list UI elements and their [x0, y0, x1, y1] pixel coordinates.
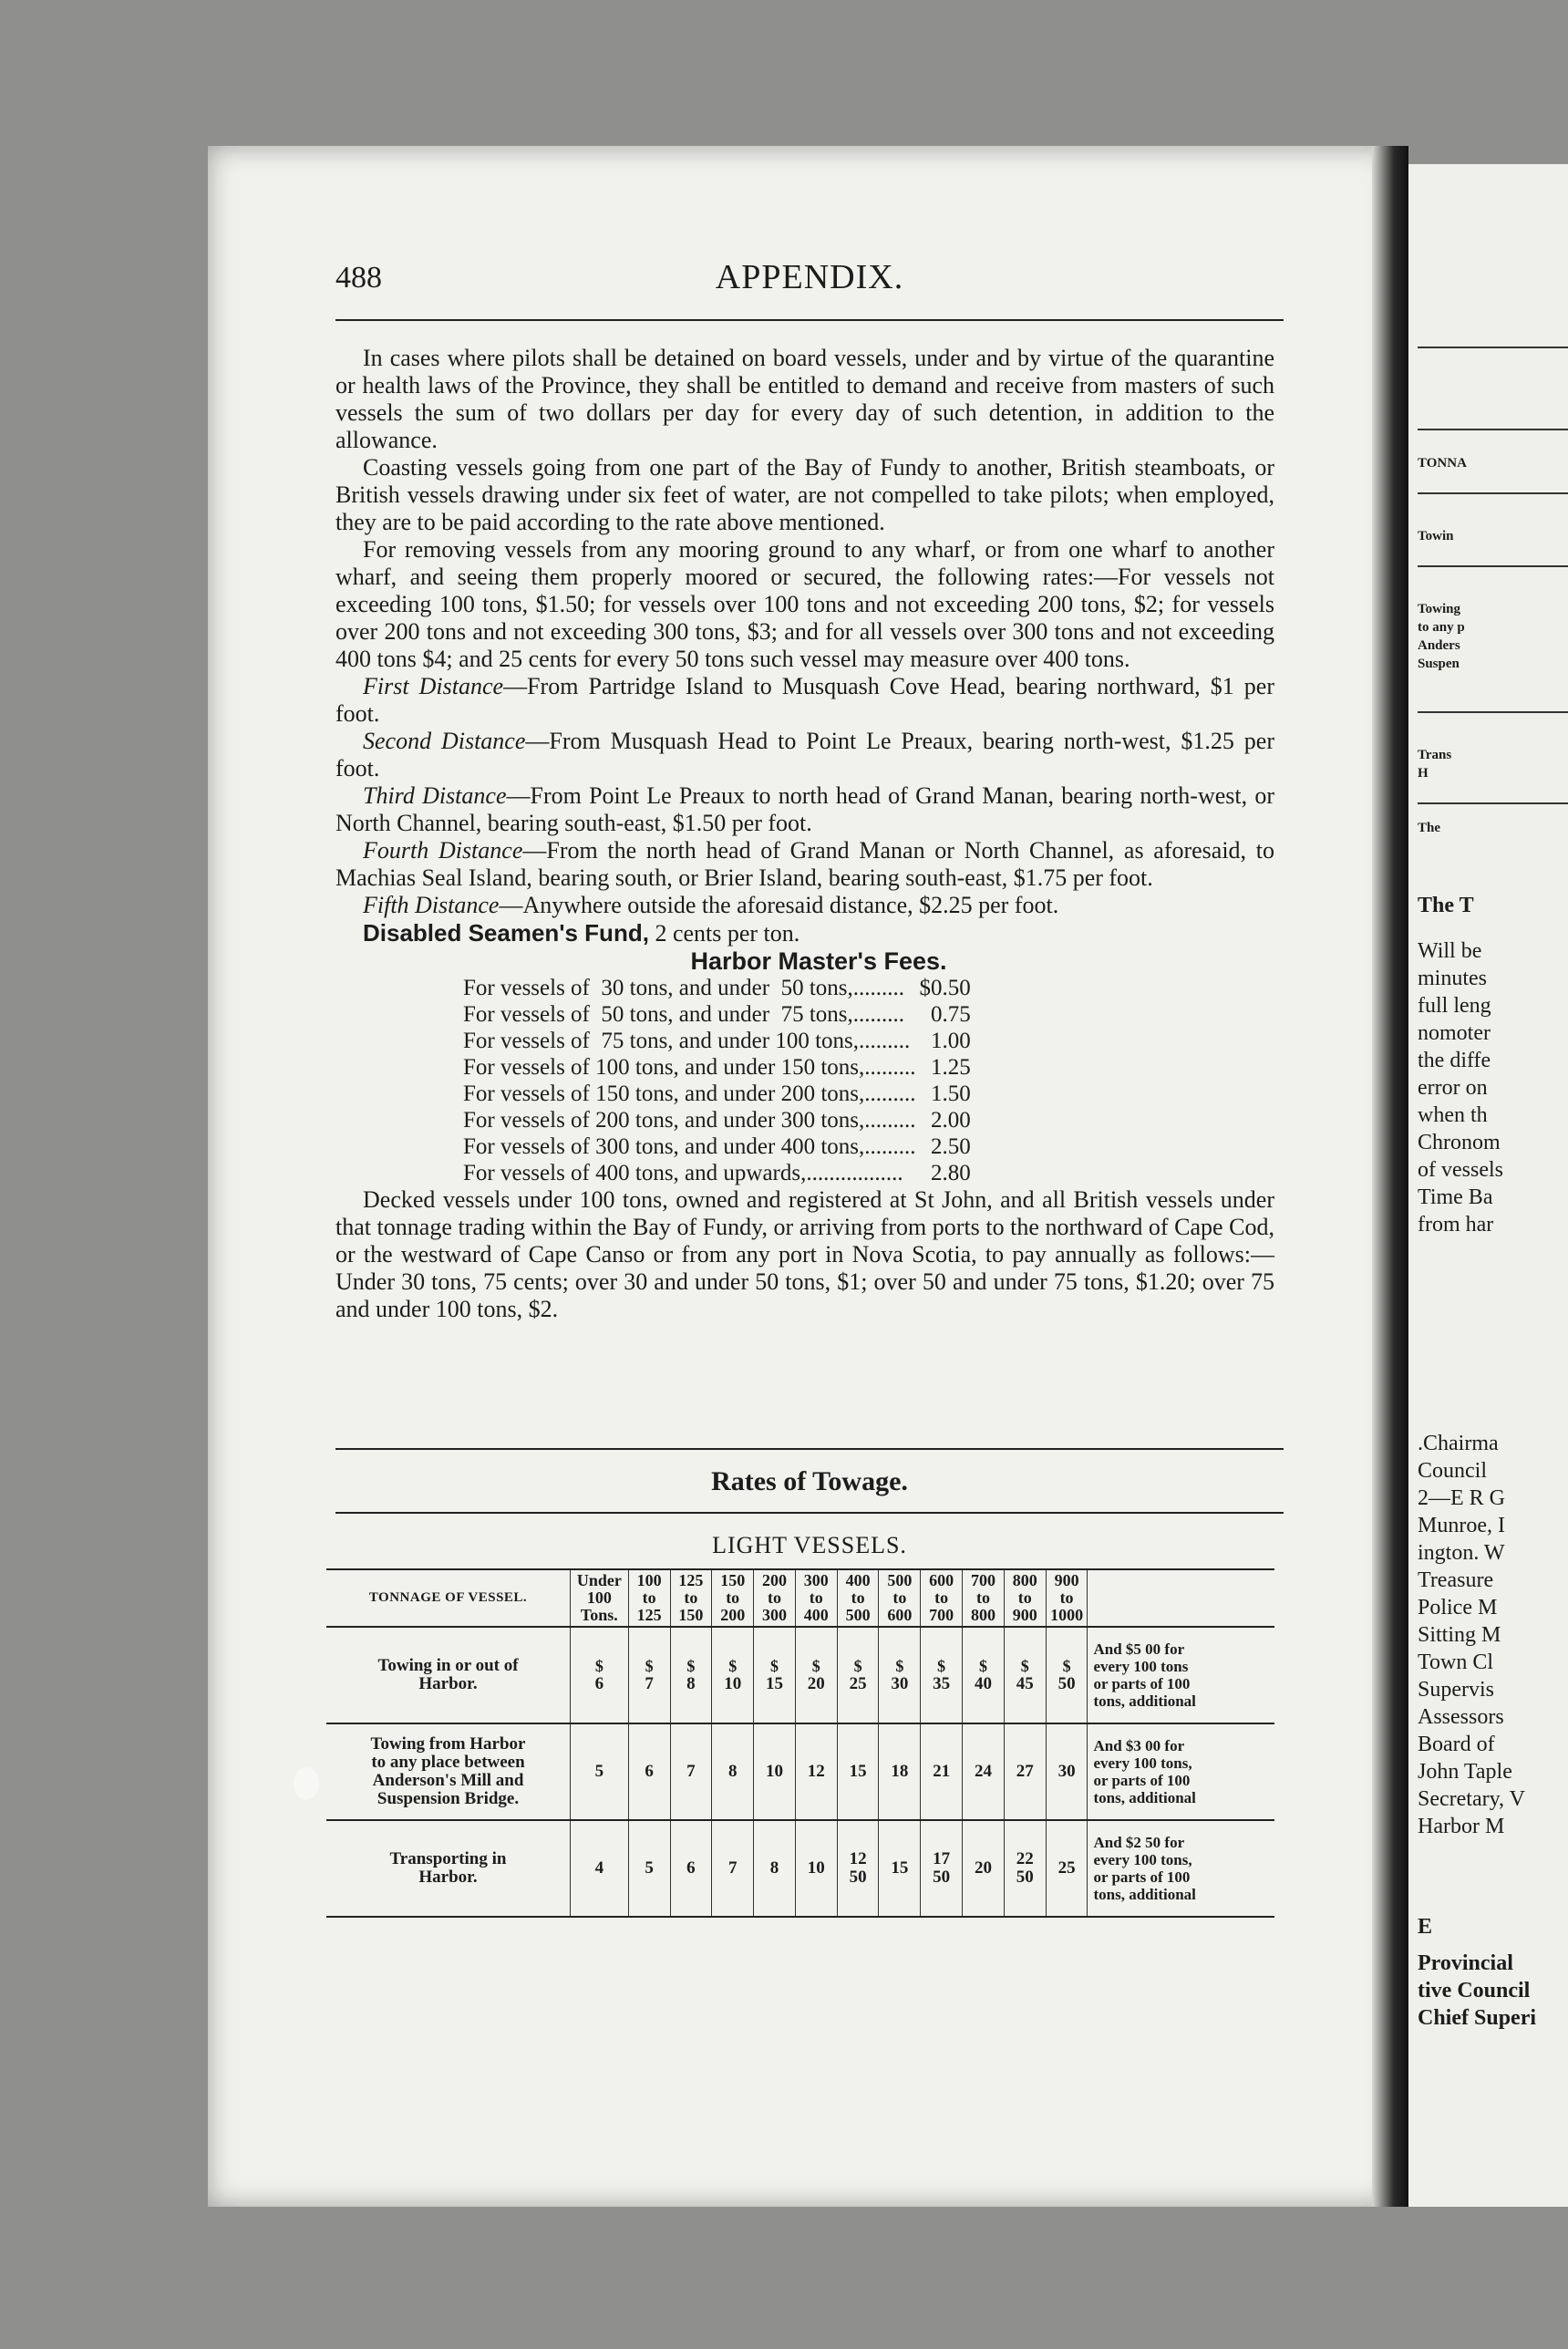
adjacent-page-line: 2—E R G — [1418, 1486, 1505, 1510]
row-label-line: Harbor. — [418, 1674, 478, 1693]
towage-additional-note — [1088, 1723, 1274, 1820]
seamens-fund: Disabled Seamen's Fund, 2 cents per ton. — [363, 919, 800, 947]
fee-description: For vessels of 50 tons, and under 75 tons,......... — [463, 1002, 904, 1027]
towage-rate-cell — [1004, 1627, 1046, 1723]
fee-amount: 1.25 — [931, 1055, 971, 1080]
paragraph-detention: In cases where pilots shall be detained on board vessels, under and by virtue of the quarantine or health laws of the Province, they shall be entitled to demand and receive from masters of such vessels the sum of two dollars per day for every day of such detention, in addition to the allowance. — [335, 345, 1274, 453]
towage-rate-value: 6 — [645, 1762, 654, 1781]
towage-rate-value: 30 — [891, 1674, 909, 1693]
adjacent-page-line: Chronom — [1418, 1131, 1501, 1154]
towage-rate-cell — [837, 1627, 879, 1723]
towage-top-rule — [335, 1448, 1284, 1450]
fee-description: For vessels of 400 tons, and upwards,................. — [463, 1161, 903, 1185]
tonnage-header-line: 700 — [970, 1571, 995, 1589]
towage-row-label — [326, 1723, 571, 1820]
currency-symbol: $ — [811, 1657, 820, 1675]
adjacent-page-line: full leng — [1418, 994, 1491, 1018]
towage-rate-value: 12 — [807, 1762, 825, 1781]
tonnage-column-header — [837, 1569, 879, 1627]
towage-rate-value: 7 — [686, 1762, 696, 1781]
tonnage-column-header — [712, 1569, 754, 1627]
distance-first: First Distance—From Partridge Island to Musquash Cove Head, bearing northward, $1 per foot. — [335, 673, 1274, 727]
towage-rate-value: 6 — [686, 1858, 696, 1878]
towage-rate-value: 7 — [727, 1858, 738, 1878]
towage-rate-value: 8 — [727, 1762, 738, 1781]
towage-rate-cell — [1004, 1820, 1046, 1917]
tonnage-header-line: 500 — [845, 1606, 871, 1624]
tonnage-column-header — [879, 1569, 921, 1627]
towage-rate-cell — [795, 1820, 837, 1917]
note-line: tons, additional — [1093, 1789, 1196, 1806]
harbor-fees-title: Harbor Master's Fees. — [690, 947, 947, 975]
fee-description: For vessels of 150 tons, and under 200 tons,......... — [463, 1081, 916, 1106]
note-line: every 100 tons, — [1093, 1754, 1192, 1772]
fee-description: For vessels of 200 tons, and under 300 tons,......... — [463, 1108, 916, 1133]
adjacent-page-line: Council — [1418, 1459, 1487, 1483]
adjacent-page-line: Secretary, V — [1418, 1787, 1525, 1811]
tonnage-header-line: 700 — [929, 1606, 954, 1624]
currency-symbol: $ — [937, 1657, 946, 1675]
tonnage-header-line: to — [642, 1588, 656, 1607]
currency-symbol: $ — [769, 1657, 779, 1675]
towage-rate-value: 25 — [849, 1674, 867, 1693]
adjacent-page-line: the diffe — [1418, 1049, 1491, 1072]
tonnage-header-line: to — [892, 1588, 907, 1607]
adjacent-page-line: ington. W — [1418, 1541, 1505, 1565]
adjacent-page-fragment: The — [1418, 821, 1441, 835]
tonnage-header-line: 800 — [970, 1606, 995, 1624]
tonnage-column-header — [571, 1569, 629, 1627]
towage-rate-cell — [795, 1627, 837, 1723]
towage-rate-value: 25 — [1057, 1858, 1076, 1878]
tonnage-header-line: 100 — [636, 1571, 662, 1589]
towage-rate-value: 35 — [933, 1674, 951, 1693]
adjacent-page-line: Provincial — [1418, 1951, 1513, 1975]
towage-rate-cell — [879, 1723, 921, 1820]
adjacent-page-fragment: TONNA — [1418, 456, 1467, 471]
adjacent-page-line: John Taple — [1418, 1760, 1512, 1784]
tonnage-header-line: to — [851, 1588, 865, 1607]
book-page — [208, 146, 1393, 2207]
running-head: APPENDIX. — [715, 258, 904, 296]
towage-rate-cell — [921, 1820, 963, 1917]
fee-row — [463, 1054, 971, 1081]
fee-amount: 2.50 — [931, 1134, 971, 1159]
towage-rate-value: 18 — [891, 1762, 909, 1781]
towage-rate-cell — [879, 1820, 921, 1917]
row-label-line: to any place between — [371, 1753, 525, 1772]
tonnage-header-line: to — [809, 1588, 823, 1607]
distance-second: Second Distance—From Musquash Head to Point Le Preaux, bearing north-west, $1.25 per foot. — [335, 728, 1275, 781]
adjacent-page-fragment: to any p — [1418, 620, 1465, 635]
adjacent-page-line: Munroe, I — [1418, 1514, 1505, 1537]
towage-rate-value: 10 — [765, 1762, 783, 1781]
towage-rate-cell — [628, 1723, 670, 1820]
towage-rate-cell — [1046, 1627, 1088, 1723]
adjacent-page-line: Police M — [1418, 1596, 1498, 1619]
towage-rate-value: 50 — [1057, 1674, 1076, 1693]
currency-symbol: $ — [686, 1657, 696, 1675]
towage-row-label — [326, 1820, 571, 1917]
towage-rate-cell — [754, 1723, 796, 1820]
towage-rate-value: 10 — [807, 1858, 825, 1878]
towage-rate-value: 22 50 — [1016, 1849, 1034, 1887]
harbor-fees-table — [463, 975, 971, 1186]
fee-row — [463, 1001, 971, 1028]
tonnage-header-line: to — [975, 1588, 990, 1607]
tonnage-header: TONNAGE OF VESSEL. — [326, 1569, 571, 1627]
tonnage-header-line: 150 — [678, 1606, 704, 1624]
adjacent-page-line: Board of — [1418, 1733, 1495, 1756]
towage-row-label — [326, 1627, 571, 1723]
tonnage-column-header — [963, 1569, 1005, 1627]
towage-row — [326, 1627, 1274, 1723]
towage-row — [326, 1820, 1274, 1917]
light-vessels-title: LIGHT VESSELS. — [712, 1532, 907, 1558]
tonnage-header-line: to — [934, 1588, 949, 1607]
adjacent-page-line: E — [1418, 1915, 1433, 1939]
currency-symbol: $ — [853, 1657, 862, 1675]
currency-symbol: $ — [978, 1657, 987, 1675]
towage-rate-value: 12 50 — [849, 1849, 867, 1887]
adjacent-page-line: of vessels — [1418, 1158, 1503, 1182]
towage-rate-value: 15 — [891, 1858, 909, 1878]
towage-rate-value: 8 — [769, 1858, 779, 1878]
towage-rate-value: 21 — [933, 1762, 951, 1781]
tonnage-header-line: to — [767, 1588, 781, 1607]
row-label-line: Transporting in — [389, 1849, 507, 1868]
tonnage-column-header — [795, 1569, 837, 1627]
note-line: or parts of 100 — [1093, 1772, 1191, 1789]
note-line: or parts of 100 — [1093, 1868, 1191, 1886]
note-line: tons, additional — [1093, 1886, 1196, 1903]
adjacent-page-rule — [1418, 347, 1568, 348]
paper-blemish — [294, 1767, 319, 1800]
note-line: tons, additional — [1093, 1692, 1196, 1710]
towage-rate-cell — [963, 1723, 1005, 1820]
tonnage-header-line: to — [1017, 1588, 1032, 1607]
tonnage-header-line: Under — [576, 1571, 622, 1589]
towage-rate-value: 20 — [807, 1674, 825, 1693]
paragraph-decked: Decked vessels under 100 tons, owned and registered at St John, and all British vessels under that tonnage trading within the Bay of Fundy, or arriving from ports to the northward of Cape Cod, or the westward of Cape Canso or from any port in Nova Scotia, to pay annually as follows:—Under 30 tons, 75 cents; over 30 and under 50 tons, $1; over 50 and under 75 tons, $1.20; over 75 and under 100 tons, $2. — [335, 1186, 1274, 1322]
towage-rate-cell — [571, 1627, 629, 1723]
towage-row — [326, 1723, 1274, 1820]
adjacent-page-line: Supervis — [1418, 1678, 1494, 1702]
currency-symbol: $ — [645, 1657, 654, 1675]
adjacent-page-line: Sitting M — [1418, 1623, 1501, 1647]
tonnage-header-line: 300 — [761, 1606, 787, 1624]
towage-rate-value: 20 — [974, 1858, 992, 1878]
towage-rate-cell — [963, 1820, 1005, 1917]
towage-rate-cell — [1046, 1723, 1088, 1820]
adjacent-page-line: The T — [1418, 894, 1474, 917]
towage-additional-note — [1088, 1627, 1274, 1723]
towage-rate-cell — [670, 1723, 712, 1820]
tonnage-column-header — [628, 1569, 670, 1627]
towage-rate-cell — [571, 1820, 629, 1917]
tonnage-header-line: 1000 — [1050, 1606, 1084, 1624]
adjacent-page-line: Assessors — [1418, 1705, 1504, 1729]
tonnage-header-line: 500 — [887, 1571, 913, 1589]
tonnage-header-line: 600 — [929, 1571, 954, 1589]
towage-rate-value: 30 — [1057, 1762, 1076, 1781]
towage-additional-note — [1088, 1820, 1274, 1917]
distance-fourth: Fourth Distance—From the north head of Grand Manan or North Channel, as aforesaid, to Machias Seal Island, bearing south, or Brier Island, bearing south-east, $1.75 per foot. — [335, 837, 1274, 891]
tonnage-header-line: 300 — [803, 1571, 829, 1589]
towage-rate-cell — [921, 1723, 963, 1820]
towage-rate-value: 5 — [645, 1858, 654, 1878]
adjacent-page-line: when th — [1418, 1103, 1488, 1127]
towage-rate-cell — [837, 1820, 879, 1917]
towage-rate-cell — [754, 1820, 796, 1917]
note-line: And $3 00 for — [1093, 1737, 1185, 1754]
paragraph-coasting: Coasting vessels going from one part of the Bay of Fundy to another, British steamboats, or British vessels drawing under six feet of water, are not compelled to take pilots; when employed, they are to be paid according to the rate above mentioned. — [335, 454, 1274, 535]
adjacent-page-rule — [1418, 711, 1568, 713]
fee-amount: 2.00 — [931, 1108, 971, 1133]
adjacent-page-rule — [1418, 565, 1568, 567]
towage-rate-value: 27 — [1016, 1762, 1034, 1781]
adjacent-page — [1408, 164, 1568, 2207]
tonnage-header-line: 100 — [586, 1588, 612, 1607]
fee-row — [463, 1081, 971, 1107]
towage-rate-value: 7 — [645, 1674, 654, 1693]
tonnage-header-line: 400 — [845, 1571, 871, 1589]
tonnage-column-header — [1046, 1569, 1088, 1627]
adjacent-page-line: Treasure — [1418, 1568, 1494, 1592]
adjacent-page-line: Will be — [1418, 939, 1482, 963]
adjacent-page-line: tive Council — [1418, 1979, 1531, 2002]
towage-rate-value: 15 — [849, 1762, 867, 1781]
adjacent-page-line: Harbor M — [1418, 1815, 1505, 1838]
adjacent-page-line: Time Ba — [1418, 1185, 1493, 1209]
tonnage-header-line: 200 — [720, 1606, 746, 1624]
currency-symbol: $ — [594, 1657, 603, 1675]
adjacent-page-line: nomoter — [1418, 1021, 1491, 1045]
tonnage-header-line: 900 — [1054, 1571, 1079, 1589]
fee-amount: 1.00 — [931, 1029, 971, 1053]
tonnage-header-line: 600 — [887, 1606, 913, 1624]
note-line: And $5 00 for — [1093, 1640, 1185, 1658]
tonnage-header-line: 200 — [761, 1571, 787, 1589]
adjacent-page-fragment: H — [1418, 766, 1429, 781]
note-line: And $2 50 for — [1093, 1834, 1185, 1851]
currency-symbol: $ — [728, 1657, 738, 1675]
towage-table — [326, 1568, 1274, 1918]
adjacent-page-rule — [1418, 429, 1568, 430]
towage-rate-cell — [879, 1627, 921, 1723]
adjacent-page-line: Chief Superi — [1418, 2006, 1537, 2030]
fee-row — [463, 1107, 971, 1133]
fee-row — [463, 1028, 971, 1054]
adjacent-page-fragment: Suspen — [1418, 657, 1460, 671]
tonnage-header-line: 900 — [1012, 1606, 1037, 1624]
towage-rate-value: 15 — [765, 1674, 783, 1693]
towage-rate-cell — [1046, 1820, 1088, 1917]
adjacent-page-line: from har — [1418, 1213, 1494, 1237]
adjacent-page-fragment: Towing — [1418, 602, 1460, 616]
towage-rate-cell — [628, 1627, 670, 1723]
towage-rate-cell — [670, 1820, 712, 1917]
note-column-header — [1088, 1569, 1274, 1627]
tonnage-column-header — [921, 1569, 963, 1627]
towage-rate-value: 6 — [594, 1674, 604, 1693]
body-text — [335, 345, 1274, 1323]
row-label-line: Towing from Harbor — [370, 1734, 526, 1754]
towage-rate-cell — [628, 1820, 670, 1917]
fee-description: For vessels of 30 tons, and under 50 tons,......... — [463, 976, 904, 1000]
tonnage-header-line: 125 — [636, 1606, 662, 1624]
tonnage-header-line: to — [726, 1588, 740, 1607]
currency-symbol: $ — [895, 1657, 904, 1675]
towage-rate-value: 5 — [594, 1762, 604, 1781]
fee-row — [463, 975, 971, 1001]
towage-rate-cell — [712, 1627, 754, 1723]
towage-rate-cell — [837, 1723, 879, 1820]
fee-amount: 0.75 — [931, 1002, 971, 1027]
row-label-line: Anderson's Mill and — [372, 1771, 524, 1790]
adjacent-page-line: error on — [1418, 1076, 1488, 1100]
adjacent-page-fragment: Trans — [1418, 748, 1452, 762]
tonnage-header-line: to — [684, 1588, 698, 1607]
adjacent-page-line: Town Cl — [1418, 1651, 1493, 1674]
adjacent-page-fragment: Anders — [1418, 638, 1460, 653]
book-gutter — [1372, 146, 1408, 2207]
adjacent-page-line: minutes — [1418, 967, 1487, 990]
fee-amount: $0.50 — [919, 976, 971, 1000]
note-line: every 100 tons — [1093, 1658, 1189, 1675]
towage-rate-value: 45 — [1016, 1674, 1034, 1693]
currency-symbol: $ — [1062, 1657, 1071, 1675]
towage-rate-cell — [1004, 1723, 1046, 1820]
note-line: every 100 tons, — [1093, 1851, 1192, 1868]
towage-rate-value: 24 — [974, 1762, 992, 1781]
tonnage-column-header — [754, 1569, 796, 1627]
towage-rate-cell — [712, 1723, 754, 1820]
tonnage-header-line: 400 — [803, 1606, 829, 1624]
tonnage-header-line: 125 — [678, 1571, 704, 1589]
row-label-line: Suspension Bridge. — [377, 1789, 520, 1808]
towage-rate-cell — [963, 1627, 1005, 1723]
towage-rate-value: 40 — [974, 1674, 992, 1693]
row-label-line: Towing in or out of — [377, 1656, 519, 1675]
towage-title-rule — [335, 1512, 1284, 1514]
adjacent-page-line: .Chairma — [1418, 1432, 1499, 1455]
distance-fifth: Fifth Distance—Anywhere outside the aforesaid distance, $2.25 per foot. — [363, 892, 1059, 918]
towage-rate-value: 8 — [686, 1674, 696, 1693]
towage-rate-cell — [571, 1723, 629, 1820]
tonnage-header-line: Tons. — [580, 1606, 618, 1624]
adjacent-page-fragment: Towin — [1418, 529, 1454, 543]
towage-rate-cell — [712, 1820, 754, 1917]
header-rule — [335, 319, 1284, 321]
adjacent-page-rule — [1418, 802, 1568, 804]
fee-amount: 1.50 — [931, 1081, 971, 1106]
towage-rate-value: 4 — [594, 1858, 604, 1878]
fee-description: For vessels of 300 tons, and under 400 tons,......... — [463, 1134, 916, 1159]
towage-rate-value: 10 — [724, 1674, 742, 1693]
currency-symbol: $ — [1020, 1657, 1029, 1675]
towage-rate-value: 17 50 — [933, 1849, 951, 1887]
tonnage-column-header — [670, 1569, 712, 1627]
towage-rate-cell — [670, 1627, 712, 1723]
fee-amount: 2.80 — [931, 1161, 971, 1185]
distance-third: Third Distance—From Point Le Preaux to north head of Grand Manan, bearing north-west, or North Channel, bearing south-east, $1.50 per foot. — [335, 782, 1274, 836]
fee-description: For vessels of 100 tons, and under 150 tons,......... — [463, 1055, 916, 1080]
fee-row — [463, 1160, 971, 1186]
note-line: or parts of 100 — [1093, 1675, 1191, 1692]
page-header — [335, 255, 1284, 301]
adjacent-page-rule — [1418, 492, 1568, 494]
towage-rate-cell — [921, 1627, 963, 1723]
tonnage-header-line: to — [1059, 1588, 1074, 1607]
page-number: 488 — [335, 261, 382, 295]
tonnage-header-line: 150 — [720, 1571, 746, 1589]
fee-description: For vessels of 75 tons, and under 100 tons,......... — [463, 1029, 911, 1053]
towage-title: Rates of Towage. — [711, 1466, 908, 1496]
towage-rate-cell — [795, 1723, 837, 1820]
row-label-line: Harbor. — [418, 1868, 478, 1887]
tonnage-header-line: 800 — [1012, 1571, 1037, 1589]
towage-rate-cell — [754, 1627, 796, 1723]
paragraph-removing: For removing vessels from any mooring ground to any wharf, or from one wharf to another wharf, and seeing them properly moored or secured, the following rates:—For vessels not exceeding 100 tons, $1.50; for vessels over 100 tons and not exceeding 200 tons, $2; for vessels over 200 tons and not exceeding 300 tons, $3; and for all vessels over 300 tons and not exceeding 400 tons $4; and 25 cents for every 50 tons such vessel may measure over 400 tons. — [335, 536, 1274, 672]
fee-row — [463, 1133, 971, 1160]
tonnage-column-header — [1004, 1569, 1046, 1627]
